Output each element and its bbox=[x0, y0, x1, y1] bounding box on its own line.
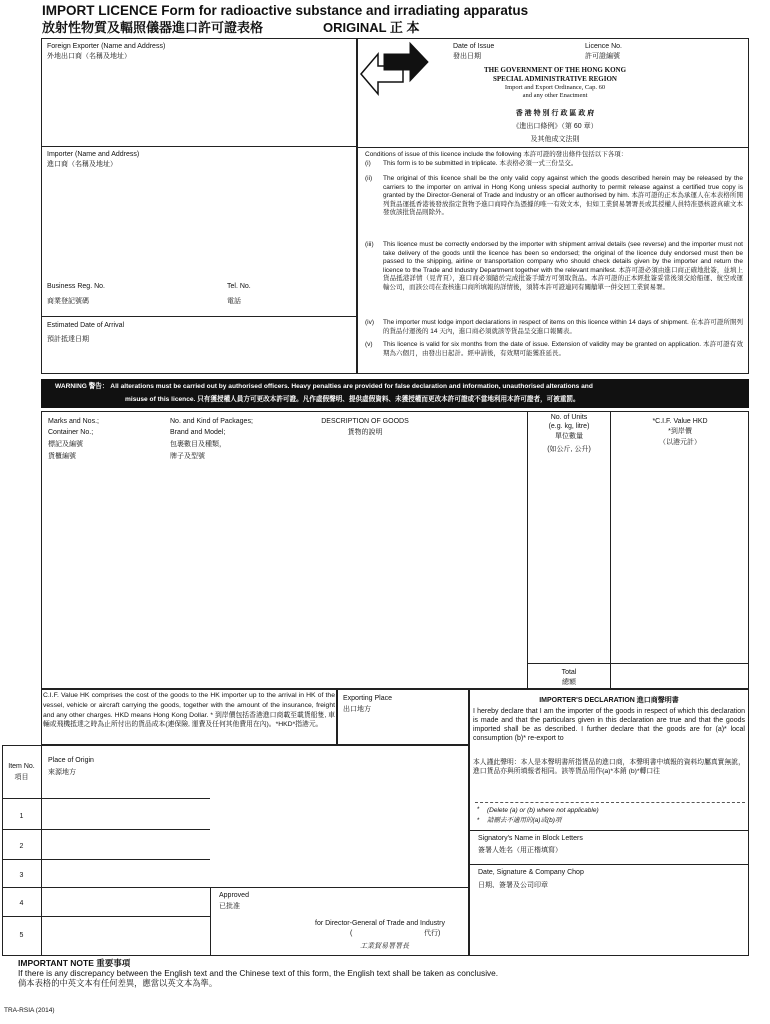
cif-value-header: *C.I.F. Value HKD bbox=[652, 418, 708, 425]
exporting-place-label-zh: 出口地方 bbox=[343, 706, 371, 713]
item-number: 3 bbox=[19, 872, 24, 879]
item-number: 4 bbox=[19, 900, 24, 907]
important-note-text: If there is any discrepancy between the English text and the Chinese text of this form, the English text shall be taken as conclusive. bbox=[18, 968, 499, 978]
foreign-exporter-label: Foreign Exporter (Name and Address) bbox=[47, 43, 166, 50]
declaration-divider bbox=[469, 864, 749, 865]
approval-divider bbox=[210, 887, 211, 956]
ordinance-text-zh: 《進出口條例》（第 60 章） bbox=[512, 123, 598, 130]
important-note-title: IMPORTANT NOTE 重要事項 bbox=[18, 958, 131, 968]
business-reg-label-zh: 商業登記號碼 bbox=[47, 298, 89, 305]
units-example-zh: (如公斤, 公升) bbox=[547, 446, 591, 453]
description-header: DESCRIPTION OF GOODS bbox=[321, 418, 409, 425]
licence-no-label-zh: 許可證編號 bbox=[585, 53, 620, 60]
packages-label-zh: 包裹數目及種類， bbox=[170, 441, 226, 448]
government-name-line1: THE GOVERNMENT OF THE HONG KONG bbox=[483, 66, 627, 74]
form-code: TRA-RSIA (2014) bbox=[4, 1007, 55, 1014]
condition-number: (i) bbox=[365, 160, 371, 167]
declaration-title: IMPORTER'S DECLARATION 進口商聲明書 bbox=[539, 697, 679, 704]
importer-label: Importer (Name and Address) bbox=[47, 151, 140, 158]
item-column-divider bbox=[41, 745, 42, 956]
trade-arrows-logo bbox=[358, 40, 432, 106]
conditions-heading: Conditions of issue of this licence include the following 本許可證的發出條件包括以下各項： bbox=[365, 151, 628, 158]
paren-open: ( bbox=[350, 930, 353, 937]
item-row-line bbox=[2, 859, 210, 860]
delete-note-zh: 請刪去不適用的(a)或(b)項 bbox=[487, 817, 562, 824]
container-label: Container No.; bbox=[48, 429, 94, 436]
origin-label: Place of Origin bbox=[48, 757, 94, 764]
tel-label-zh: 電話 bbox=[227, 298, 241, 305]
approved-label-zh: 已批准 bbox=[219, 903, 240, 910]
total-row-line bbox=[527, 663, 749, 664]
cif-unit-zh: （以港元計） bbox=[659, 439, 701, 446]
importer-label-zh: 進口商（名稱及地址） bbox=[47, 161, 117, 168]
declaration-divider bbox=[469, 830, 749, 831]
marks-label-zh: 標記及編號 bbox=[48, 441, 83, 448]
tel-label: Tel. No. bbox=[227, 283, 251, 290]
cif-value-header-zh: *到岸價 bbox=[668, 428, 692, 435]
goods-table[interactable] bbox=[41, 411, 749, 689]
asterisk: * bbox=[477, 806, 480, 813]
condition-text: This form is to be submitted in triplicate. 本表格必須一式三份呈交。 bbox=[383, 160, 578, 167]
condition-number: (iv) bbox=[365, 319, 375, 326]
foreign-exporter-label-zh: 外地出口商（名稱及地址） bbox=[47, 53, 131, 60]
licence-no-label: Licence No. bbox=[585, 43, 622, 50]
total-label: Total bbox=[561, 669, 577, 676]
item-row-line bbox=[2, 798, 210, 799]
acting-label-zh: 代行) bbox=[424, 930, 441, 937]
declaration-text-zh: 本人謹此聲明：本人是本聲明書所指貨品的進口商，本聲明書中填報的資料均屬真實無訛，進口貨品亦與所填報者相同。該等貨品用作(a)*本銷 (b)*轉口往 bbox=[473, 759, 745, 775]
signature-line bbox=[475, 802, 745, 803]
item-no-label: Item No. bbox=[8, 763, 35, 770]
form-title: IMPORT LICENCE Form for radioactive substance and irradiating apparatus bbox=[42, 3, 529, 18]
enactment-text-zh: 及其他成文法則 bbox=[530, 136, 580, 143]
form-title-chinese: 放射性物質及輻照儀器進口許可證表格 bbox=[42, 20, 264, 35]
marks-label: Marks and Nos.; bbox=[48, 418, 99, 425]
date-of-issue-label-zh: 發出日期 bbox=[453, 53, 481, 60]
container-label-zh: 貨櫃編號 bbox=[48, 453, 76, 460]
condition-number: (v) bbox=[365, 341, 373, 348]
units-example: (e.g. kg, litre) bbox=[548, 423, 590, 430]
item-no-label-zh: 項目 bbox=[14, 774, 29, 781]
units-header-zh: 單位數量 bbox=[555, 433, 583, 440]
warning-text-line1: WARNING 警告： All alterations must be carried out by authorised officers. Heavy penalties are provided for false declaration and information, unauthorised alterations and bbox=[55, 383, 593, 390]
condition-number: (ii) bbox=[365, 175, 373, 182]
units-header: No. of Units bbox=[550, 414, 588, 421]
date-of-issue-label: Date of Issue bbox=[453, 43, 495, 50]
estimated-arrival-label: Estimated Date of Arrival bbox=[47, 322, 125, 329]
asterisk: * bbox=[477, 817, 480, 824]
condition-number: (iii) bbox=[365, 241, 374, 248]
warning-text-line2: misuse of this licence. 只有獲授權人員方可更改本許可證。凡作虛假聲明、提供虛假資料、未獲授權而更改本許可證或不當地利用本許可證者，可被重罰。 bbox=[125, 396, 580, 403]
signatory-label: Signatory's Name in Block Letters bbox=[478, 835, 583, 842]
condition-text: The importer must lodge import declarations in respect of items on this licence within 14 days of shipment. 在本許可證所開列的貨品付運後的 14 天內，進口商必須就該等貨品呈交進口報關表。 bbox=[383, 319, 743, 335]
item-number: 2 bbox=[19, 843, 24, 850]
divider bbox=[41, 316, 357, 317]
important-note-text-zh: 倘本表格的中英文本有任何差異，應當以英文本為準。 bbox=[18, 978, 218, 988]
brand-label-zh: 牌子及型號 bbox=[170, 453, 205, 460]
date-signature-label-zh: 日期、簽署及公司印章 bbox=[478, 882, 548, 889]
for-label: for Director-General of Trade and Industry bbox=[315, 920, 445, 927]
brand-label: Brand and Model; bbox=[170, 429, 226, 436]
copy-label: ORIGINAL 正 本 bbox=[323, 20, 420, 35]
description-header-zh: 貨物的說明 bbox=[347, 429, 383, 436]
enactment-text: and any other Enactment bbox=[522, 92, 588, 99]
column-divider bbox=[610, 411, 611, 689]
item-number: 5 bbox=[19, 932, 24, 939]
warning-bar bbox=[41, 379, 749, 408]
item-row-line bbox=[2, 887, 210, 888]
condition-text: This licence is valid for six months from the date of issue. Extension of validity may be granted on application. 本許可證有效期為六個月，由發出日起計。經申請後，有效期可能獲准延長。 bbox=[383, 341, 743, 357]
condition-text: The original of this licence shall be the only valid copy against which the goods described herein may be released by the carriers to the importer on arrival in Hong Kong unless special authority to permit release against a certified true copy is granted by the Director-General of Trade and Industry or an officer authorised by him. 本許可證的正本為承運人在本表格所開列貨品運抵香港後發放指定貨物予進口商時作為憑據的唯一有效文本，但如工業貿易署署長或其授權人員特准憑核證真確文本發放該批貨品則除外。 bbox=[383, 175, 743, 216]
declaration-text: I hereby declare that I am the importer of the goods in respect of which this declaration is made and that the particulars given in this declaration are true and that the goods imported shall be as described. I further declare that the goods are for (a)* local consumption (b)* re-export to bbox=[473, 708, 745, 742]
government-name-line2: SPECIAL ADMINISTRATIVE REGION bbox=[493, 75, 617, 83]
total-label-zh: 總額 bbox=[562, 679, 576, 686]
approval-top-line bbox=[210, 887, 469, 888]
item-row-line bbox=[2, 916, 210, 917]
director-general-line bbox=[315, 919, 445, 928]
estimated-arrival-label-zh: 預計抵達日期 bbox=[47, 336, 89, 343]
delete-note: (Delete (a) or (b) where not applicable) bbox=[487, 807, 599, 814]
item-row-line bbox=[2, 829, 210, 830]
condition-text: This licence must be correctly endorsed by the importer with shipment arrival details (see reverse) and the importer must not take delivery of the goods until the licence has been so endorsed; the original of the licence duly endorsed must then be passed to the shipping, airline or transportation company who should check details given by the importer and return the licence to the Trade and Industry Department together with the relevant manifest. 本許可證必須由進口商正確地批簽，並填上貨品抵港詳情（見背頁），進口商必須隨於完成批簽手續方可領取貨品。本許可證的正本經批簽妥當後須交給船運、航空或運輸公司，而該公司在查核進口商所填報的詳情後，須將本許可證連同有關艙單一併交回工業貿易署。 bbox=[383, 241, 743, 291]
business-reg-label: Business Reg. No. bbox=[47, 283, 105, 290]
exporting-place-label: Exporting Place bbox=[343, 695, 393, 702]
government-name-zh: 香 港 特 別 行 政 區 政 府 bbox=[515, 110, 595, 117]
approved-label: Approved bbox=[219, 892, 249, 899]
date-signature-label: Date, Signature & Company Chop bbox=[478, 869, 584, 876]
origin-label-zh: 來源地方 bbox=[48, 769, 76, 776]
packages-label: No. and Kind of Packages; bbox=[170, 418, 253, 425]
signatory-label-zh: 簽署人姓名（用正楷填寫） bbox=[478, 847, 562, 854]
item-number: 1 bbox=[19, 813, 24, 820]
director-general-zh: 工業貿易署署長 bbox=[360, 943, 409, 950]
ordinance-text: Import and Export Ordinance, Cap. 60 bbox=[504, 84, 606, 91]
cif-note-text: C.I.F. Value HK comprises the cost of the goods to the HK importer up to the arrival in HK of the vessel, vehicle or aircraft carrying the goods, together with the amount of the insurance, freight and any other charges. HKD means Hong Kong Dollar. * 到岸價包括香港進口商載至載貨船隻, 車輛或飛機抵達之時為止所付出的貨品成本(連保險, 運費及任何其他費用在內)。*HKD*指港元。 bbox=[43, 692, 335, 729]
